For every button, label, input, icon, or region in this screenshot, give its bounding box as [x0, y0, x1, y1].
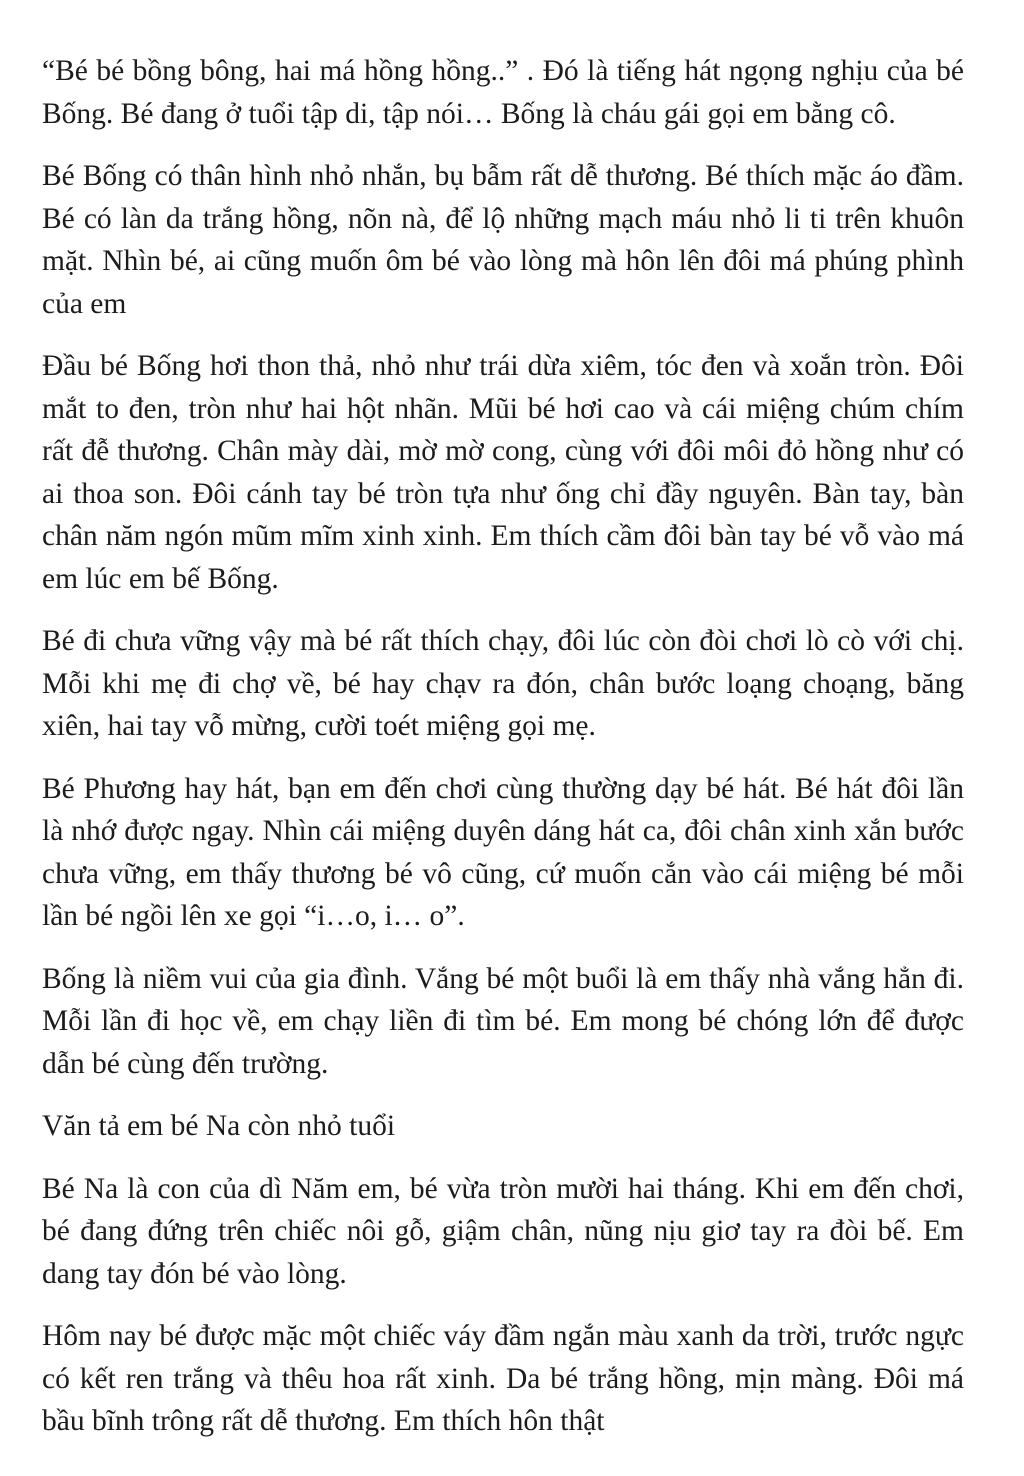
paragraph-3: Đầu bé Bống hơi thon thả, nhỏ như trái dừa xiêm, tóc đen và xoắn tròn. Đôi mắt to đen, tròn như hai hột nhãn. Mũi bé hơi cao và cái miệng chúm chím rất đễ thương. Chân mày dài, mờ mờ cong, cùng với đôi môi đỏ hồng như có ai thoa son. Đôi cánh tay bé tròn tựa như ống chỉ đầy nguyên. Bàn tay, bàn chân năm ngón mũm mĩm xinh xinh. Em thích cầm đôi bàn tay bé vỗ vào má em lúc em bế Bống. [42, 350, 964, 595]
paragraph-6: Bống là niềm vui của gia đình. Vắng bé một buổi là em thấy nhà vắng hẳn đi. Mỗi lần đi học về, em chạy liền đi tìm bé. Em mong bé chóng lớn để được dẫn bé cùng đến trường. [42, 962, 964, 1080]
paragraph-7: Bé Na là con của dì Năm em, bé vừa tròn mười hai tháng. Khi em đến chơi, bé đang đứng trên chiếc nôi gỗ, giậm chân, nũng nịu giơ tay ra đòi bế. Em dang tay đón bé vào lòng. [42, 1172, 964, 1290]
paragraph-4: Bé đi chưa vững vậy mà bé rất thích chạy, đôi lúc còn đòi chơi lò cò với chị. Mỗi khi mẹ đi chợ về, bé hay chạv ra đón, chân bước loạng choạng, băng xiên, hai tay vỗ mừng, cười toét miệng gọi mẹ. [42, 625, 964, 742]
paragraph-8: Hôm nay bé được mặc một chiếc váy đầm ngắn màu xanh da trời, trước ngực có kết ren trắng và thêu hoa rất xinh. Da bé trắng hồng, mịn màng. Đôi má bầu bĩnh trông rất dễ thương. Em thích hôn thật [42, 1320, 964, 1437]
paragraph-2: Bé Bống có thân hình nhỏ nhắn, bụ bẫm rất dễ thương. Bé thích mặc áo đầm. Bé có làn da trắng hồng, nõn nà, để lộ những mạch máu nhỏ li ti trên khuôn mặt. Nhìn bé, ai cũng muốn ôm bé vào lòng mà hôn lên đôi má phúng phình của em [42, 160, 964, 320]
section-heading: Văn tả em bé Na còn nhỏ tuổi [42, 1110, 396, 1142]
document-page [42, 50, 964, 1463]
paragraph-5: Bé Phương hay hát, bạn em đến chơi cùng thường dạy bé hát. Bé hát đôi lần là nhớ được ngay. Nhìn cái miệng duyên dáng hát ca, đôi chân xinh xắn bước chưa vững, em thấy thương bé vô cũng, cứ muốn cắn vào cái miệng bé mỗi lần bé ngồi lên xe gọi “i…o, i… o”. [42, 772, 964, 932]
paragraph-1: “Bé bé bồng bông, hai má hồng hồng..” . Đó là tiếng hát ngọng nghịu của bé Bống. Bé đang ở tuổi tập di, tập nói… Bống là cháu gái gọi em bằng cô. [42, 55, 964, 130]
